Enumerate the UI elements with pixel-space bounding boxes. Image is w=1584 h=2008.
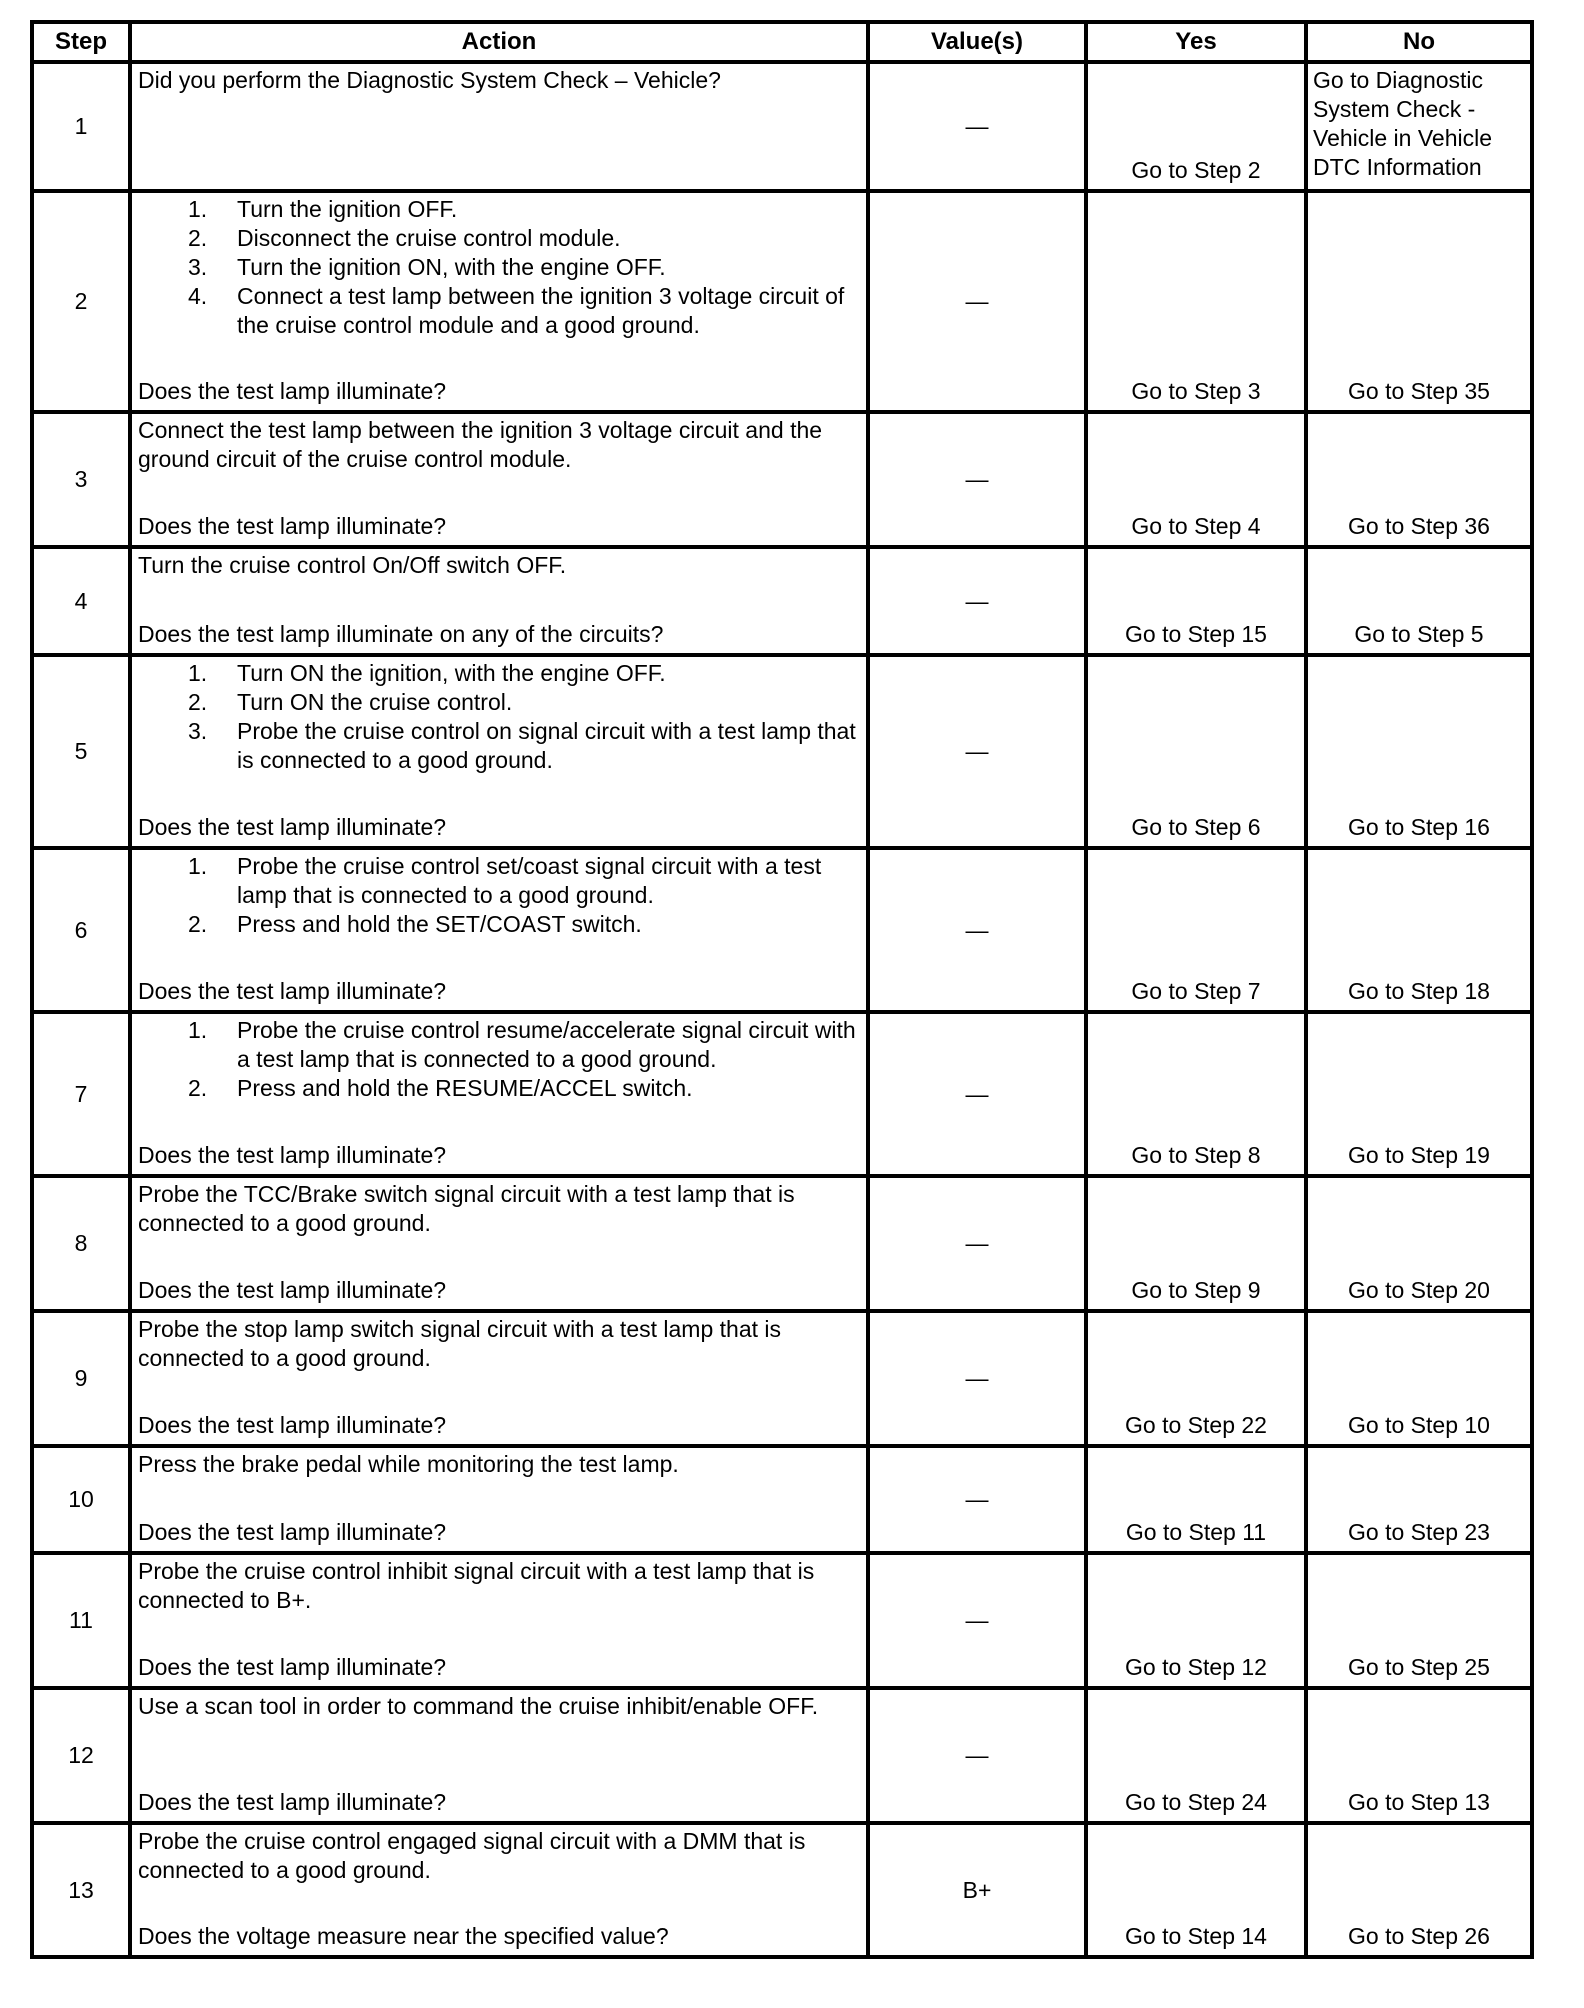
action-question: Does the test lamp illuminate? [138, 378, 447, 404]
substep-item [138, 195, 861, 224]
action-instruction-text: Turn the cruise control On/Off switch OFF. [138, 552, 567, 578]
step-number: 11 [32, 1553, 130, 1688]
value-cell: — [868, 62, 1086, 191]
value-cell: — [868, 1176, 1086, 1311]
action-content [132, 414, 866, 545]
diagnostic-table [30, 20, 1534, 1959]
yes-result: Go to Step 6 [1086, 655, 1306, 848]
substep-number: 1. [188, 660, 208, 686]
action-instruction-text: Probe the TCC/Brake switch signal circuit with a test lamp that is connected to a good ground. [138, 1181, 795, 1236]
action-instructions [138, 1180, 861, 1238]
action-question: Does the test lamp illuminate? [138, 814, 447, 840]
table-row [32, 1688, 1532, 1823]
substep-number: 2. [188, 1075, 208, 1101]
table-row [32, 1553, 1532, 1688]
value-cell: — [868, 412, 1086, 547]
step-number: 1 [32, 62, 130, 191]
action-content [132, 1448, 866, 1551]
no-result: Go to Step 20 [1306, 1176, 1532, 1311]
action-instruction-text: Use a scan tool in order to command the cruise inhibit/enable OFF. [138, 1693, 819, 1719]
value-cell: — [868, 655, 1086, 848]
header-no: No [1306, 22, 1532, 62]
table-row [32, 1176, 1532, 1311]
substep-text: Disconnect the cruise control module. [237, 225, 621, 251]
header-yes: Yes [1086, 22, 1306, 62]
step-number: 2 [32, 191, 130, 412]
table-row [32, 412, 1532, 547]
action-cell [130, 1311, 868, 1446]
yes-result: Go to Step 14 [1086, 1823, 1306, 1957]
substep-text: Turn ON the ignition, with the engine OFF. [237, 660, 666, 686]
substep-list [138, 1016, 861, 1103]
action-instructions [138, 1450, 861, 1479]
action-cell [130, 1012, 868, 1176]
action-content [132, 1690, 866, 1821]
action-question: Does the test lamp illuminate? [138, 1277, 447, 1303]
action-instructions [138, 659, 861, 775]
substep-text: Connect a test lamp between the ignition 3 voltage circuit of the cruise control module and a good ground. [237, 283, 845, 338]
table-row [32, 1012, 1532, 1176]
substep-number: 3. [188, 254, 208, 280]
substep-item [138, 717, 861, 775]
yes-result: Go to Step 7 [1086, 848, 1306, 1012]
no-result: Go to Step 5 [1306, 547, 1532, 655]
substep-item [138, 659, 861, 688]
table-row [32, 655, 1532, 848]
value-cell: — [868, 547, 1086, 655]
substep-list [138, 659, 861, 775]
header-action: Action [130, 22, 868, 62]
action-instructions [138, 852, 861, 939]
no-result: Go to Step 23 [1306, 1446, 1532, 1553]
no-result: Go to Step 18 [1306, 848, 1532, 1012]
action-cell [130, 1446, 868, 1553]
action-instruction-text: Did you perform the Diagnostic System Check – Vehicle? [138, 67, 721, 93]
substep-text: Turn the ignition OFF. [237, 196, 458, 222]
yes-result: Go to Step 11 [1086, 1446, 1306, 1553]
step-number: 8 [32, 1176, 130, 1311]
no-result: Go to Step 13 [1306, 1688, 1532, 1823]
table-row [32, 62, 1532, 191]
substep-text: Probe the cruise control on signal circuit with a test lamp that is connected to a good ground. [237, 718, 856, 773]
action-content [132, 1178, 866, 1309]
action-instruction-text: Press the brake pedal while monitoring the test lamp. [138, 1451, 679, 1477]
substep-number: 3. [188, 718, 208, 744]
action-cell [130, 547, 868, 655]
action-question: Does the voltage measure near the specified value? [138, 1923, 669, 1949]
substep-text: Probe the cruise control set/coast signal circuit with a test lamp that is connected to a good ground. [237, 853, 822, 908]
substep-item [138, 224, 861, 253]
action-cell [130, 191, 868, 412]
substep-number: 1. [188, 1017, 208, 1043]
action-question: Does the test lamp illuminate? [138, 1654, 447, 1680]
substep-item [138, 282, 861, 340]
substep-text: Turn the ignition ON, with the engine OFF. [237, 254, 666, 280]
substep-item [138, 1074, 861, 1103]
no-result: Go to Step 26 [1306, 1823, 1532, 1957]
yes-result: Go to Step 4 [1086, 412, 1306, 547]
value-cell: B+ [868, 1823, 1086, 1957]
substep-number: 1. [188, 196, 208, 222]
action-content [132, 193, 866, 410]
action-instructions [138, 416, 861, 474]
action-question: Does the test lamp illuminate? [138, 978, 447, 1004]
substep-number: 4. [188, 283, 208, 309]
yes-result: Go to Step 22 [1086, 1311, 1306, 1446]
header-row [32, 22, 1532, 62]
action-instructions [138, 66, 861, 95]
yes-result: Go to Step 9 [1086, 1176, 1306, 1311]
substep-text: Press and hold the SET/COAST switch. [237, 911, 642, 937]
action-cell [130, 412, 868, 547]
action-cell [130, 655, 868, 848]
action-content [132, 1014, 866, 1174]
action-instruction-text: Probe the cruise control engaged signal circuit with a DMM that is connected to a good ground. [138, 1828, 806, 1883]
no-result: Go to Step 35 [1306, 191, 1532, 412]
action-instructions [138, 551, 861, 580]
substep-text: Turn ON the cruise control. [237, 689, 513, 715]
action-instructions [138, 1315, 861, 1373]
value-cell: — [868, 1553, 1086, 1688]
table-row [32, 191, 1532, 412]
substep-number: 2. [188, 225, 208, 251]
yes-result: Go to Step 15 [1086, 547, 1306, 655]
value-cell: — [868, 1012, 1086, 1176]
action-instructions [138, 195, 861, 340]
no-result: Go to Step 16 [1306, 655, 1532, 848]
action-question: Does the test lamp illuminate? [138, 1412, 447, 1438]
substep-item [138, 910, 861, 939]
header-values: Value(s) [868, 22, 1086, 62]
action-instruction-text: Connect the test lamp between the ignition 3 voltage circuit and the ground circuit of the cruise control module. [138, 417, 823, 472]
action-instructions [138, 1692, 861, 1721]
yes-result: Go to Step 3 [1086, 191, 1306, 412]
no-result: Go to Step 10 [1306, 1311, 1532, 1446]
table-row [32, 1311, 1532, 1446]
action-instructions [138, 1557, 861, 1615]
substep-number: 2. [188, 689, 208, 715]
value-cell: — [868, 1688, 1086, 1823]
action-cell [130, 1553, 868, 1688]
step-number: 6 [32, 848, 130, 1012]
action-content [132, 1555, 866, 1686]
step-number: 5 [32, 655, 130, 848]
action-content [132, 549, 866, 653]
header-step: Step [32, 22, 130, 62]
table-body [32, 62, 1532, 1957]
value-cell: — [868, 1446, 1086, 1553]
action-question: Does the test lamp illuminate on any of the circuits? [138, 621, 664, 647]
table-row [32, 547, 1532, 655]
action-instruction-text: Probe the cruise control inhibit signal circuit with a test lamp that is connected to B+. [138, 1558, 815, 1613]
value-cell: — [868, 848, 1086, 1012]
no-result: Go to Step 36 [1306, 412, 1532, 547]
yes-result: Go to Step 24 [1086, 1688, 1306, 1823]
action-instruction-text: Probe the stop lamp switch signal circuit with a test lamp that is connected to a good ground. [138, 1316, 782, 1371]
action-cell [130, 62, 868, 191]
substep-number: 1. [188, 853, 208, 879]
table-row [32, 848, 1532, 1012]
step-number: 10 [32, 1446, 130, 1553]
substep-list [138, 195, 861, 340]
substep-item [138, 253, 861, 282]
action-question: Does the test lamp illuminate? [138, 513, 447, 539]
no-result: Go to Step 19 [1306, 1012, 1532, 1176]
step-number: 12 [32, 1688, 130, 1823]
action-content [132, 1313, 866, 1444]
action-content [132, 850, 866, 1010]
step-number: 7 [32, 1012, 130, 1176]
substep-list [138, 852, 861, 939]
substep-item [138, 852, 861, 910]
action-question: Does the test lamp illuminate? [138, 1789, 447, 1815]
action-cell [130, 1176, 868, 1311]
substep-text: Press and hold the RESUME/ACCEL switch. [237, 1075, 693, 1101]
yes-result: Go to Step 8 [1086, 1012, 1306, 1176]
action-content [132, 1825, 866, 1955]
step-number: 4 [32, 547, 130, 655]
step-number: 13 [32, 1823, 130, 1957]
action-content [132, 64, 866, 189]
action-question: Does the test lamp illuminate? [138, 1142, 447, 1168]
diagnostic-table-sheet [30, 20, 1534, 1959]
table-row [32, 1823, 1532, 1957]
substep-item [138, 1016, 861, 1074]
action-cell [130, 1688, 868, 1823]
table-row [32, 1446, 1532, 1553]
action-content [132, 657, 866, 846]
action-instructions [138, 1827, 861, 1885]
substep-text: Probe the cruise control resume/accelerate signal circuit with a test lamp that is connected to a good ground. [237, 1017, 856, 1072]
yes-result: Go to Step 12 [1086, 1553, 1306, 1688]
action-instructions [138, 1016, 861, 1103]
substep-number: 2. [188, 911, 208, 937]
step-number: 9 [32, 1311, 130, 1446]
value-cell: — [868, 191, 1086, 412]
value-cell: — [868, 1311, 1086, 1446]
step-number: 3 [32, 412, 130, 547]
action-question: Does the test lamp illuminate? [138, 1519, 447, 1545]
no-result: Go to Step 25 [1306, 1553, 1532, 1688]
action-cell [130, 848, 868, 1012]
no-result: Go to Diagnostic System Check - Vehicle in Vehicle DTC Information [1306, 62, 1532, 191]
yes-result: Go to Step 2 [1086, 62, 1306, 191]
substep-item [138, 688, 861, 717]
action-cell [130, 1823, 868, 1957]
